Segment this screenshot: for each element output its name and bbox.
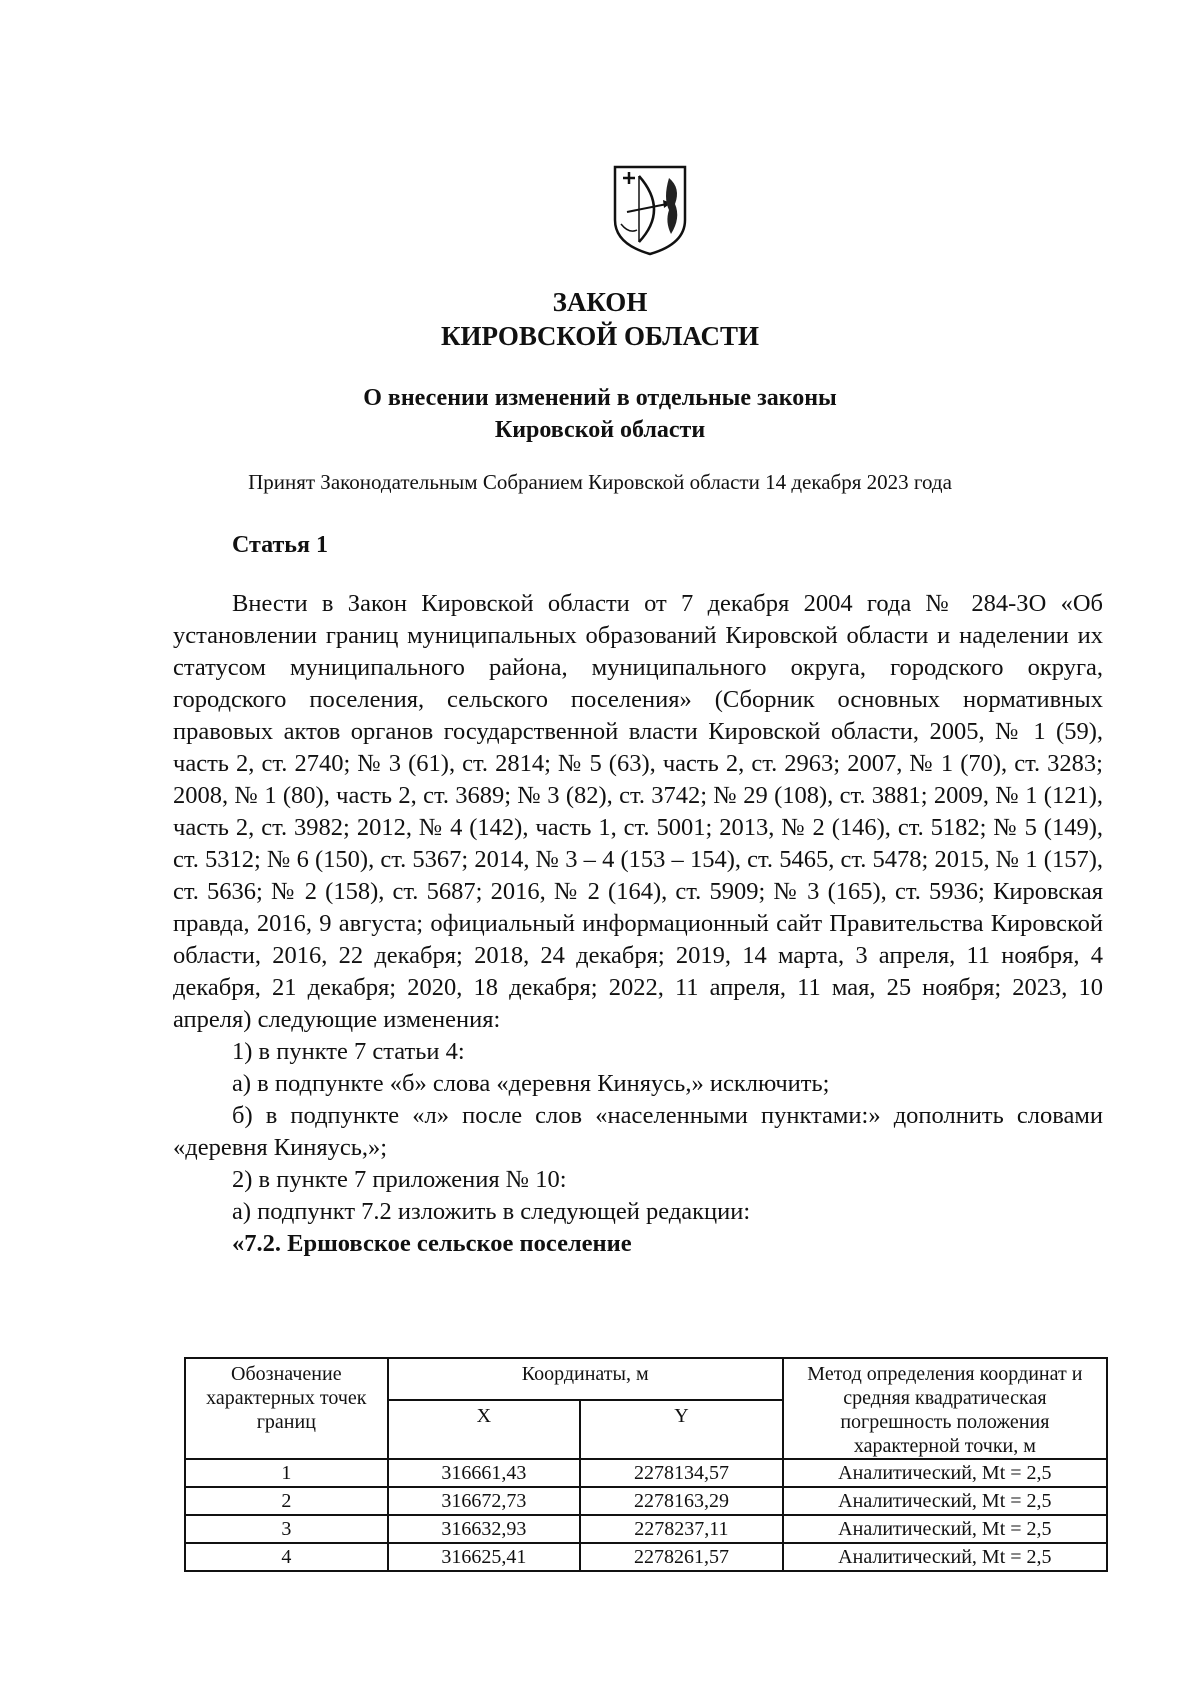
cell-y: 2278237,11 [580, 1515, 783, 1543]
cell-point: 3 [185, 1515, 388, 1543]
cell-x: 316625,41 [388, 1543, 581, 1571]
article-paragraph: 1) в пункте 7 статьи 4: [232, 1038, 465, 1065]
column-header-y: Y [580, 1400, 783, 1459]
cell-x: 316661,43 [388, 1459, 581, 1487]
article-paragraph: 2) в пункте 7 приложения № 10: [232, 1166, 567, 1193]
section-heading: «7.2. Ершовское сельское поселение [232, 1230, 632, 1257]
cell-point: 2 [185, 1487, 388, 1515]
cell-point: 1 [185, 1459, 388, 1487]
coordinates-table-wrapper [184, 1357, 1108, 1572]
cell-method: Аналитический, Mt = 2,5 [783, 1543, 1107, 1571]
cell-method: Аналитический, Mt = 2,5 [783, 1515, 1107, 1543]
law-subject: О внесении изменений в отдельные законы [363, 385, 837, 411]
cell-method: Аналитический, Mt = 2,5 [783, 1459, 1107, 1487]
article-heading: Статья 1 [232, 532, 328, 558]
table-row [185, 1515, 1107, 1543]
coat-of-arms-icon [611, 164, 689, 256]
article-paragraph: Внести в Закон Кировской области от 7 декабря 2004 года № 284-ЗО «Об установлении границ муниципальных образований Кировской области и наделении их статусом муниципального района, муниципального округа, городского округа, городского поселения, сельского поселения» (Сборник основных нормативных правовых актов органов государственной власти Кировской области, 2005, № 1 (59), часть 2, ст. 2740; № 3 (61), ст. 2814; № 5 (63), часть 2, ст. 2963; 2007, № 1 (70), ст. 3283; 2008, № 1 (80), часть 2, ст. 3689; № 3 (82), ст. 3742; № 29 (108), ст. 3881; 2009, № 1 (121), часть 2, ст. 3982; 2012, № 4 (142), часть 1, ст. 5001; 2013, № 2 (146), ст. 5182; № 5 (149), ст. 5312; № 6 (150), ст. 5367; 2014, № 3 – 4 (153 – 154), ст. 5465, ст. 5478; 2015, № 1 (157), ст. 5636; № 2 (158), ст. 5687; 2016, № 2 (164), ст. 5909; № 3 (165), ст. 5936; Кировская правда, 2016, 9 августа; официальный информационный сайт Правительства Кировской области, 2016, 22 декабря; 2018, 24 декабря; 2019, 14 марта, 3 апреля, 11 ноября, 4 декабря, 21 декабря; 2020, 18 декабря; 2022, 11 апреля, 11 мая, 25 ноября; 2023, 10 апреля) следующие изменения: [173, 590, 1103, 1033]
article-paragraph: а) в подпункте «б» слова «деревня Киняусь,» исключить; [232, 1070, 830, 1097]
table-row [185, 1459, 1107, 1487]
column-header-x: X [388, 1400, 581, 1459]
document-title-region: КИРОВСКОЙ ОБЛАСТИ [440, 321, 760, 351]
cell-x: 316672,73 [388, 1487, 581, 1515]
table-row [185, 1487, 1107, 1515]
cell-y: 2278134,57 [580, 1459, 783, 1487]
column-header-method: Метод определения координат и средняя квадратическая погрешность положения характерной точки, м [783, 1358, 1107, 1459]
cell-point: 4 [185, 1543, 388, 1571]
article-body [173, 588, 1103, 1260]
column-header-coordinates: Координаты, м [388, 1358, 783, 1400]
coordinates-table [184, 1357, 1108, 1572]
cell-y: 2278261,57 [580, 1543, 783, 1571]
law-subject-continued: Кировской области [494, 417, 706, 443]
article-paragraph: б) в подпункте «л» после слов «населенными пунктами:» дополнить словами «деревня Киняусь,»; [173, 1102, 1103, 1161]
cell-method: Аналитический, Mt = 2,5 [783, 1487, 1107, 1515]
table-row [185, 1543, 1107, 1571]
cell-y: 2278163,29 [580, 1487, 783, 1515]
adoption-note: Принят Законодательным Собранием Кировской области 14 декабря 2023 года [248, 470, 952, 494]
column-header-point: Обозначение характерных точек границ [185, 1358, 388, 1459]
article-paragraph: а) подпункт 7.2 изложить в следующей редакции: [232, 1198, 751, 1225]
document-title: ЗАКОН [552, 287, 648, 317]
cell-x: 316632,93 [388, 1515, 581, 1543]
